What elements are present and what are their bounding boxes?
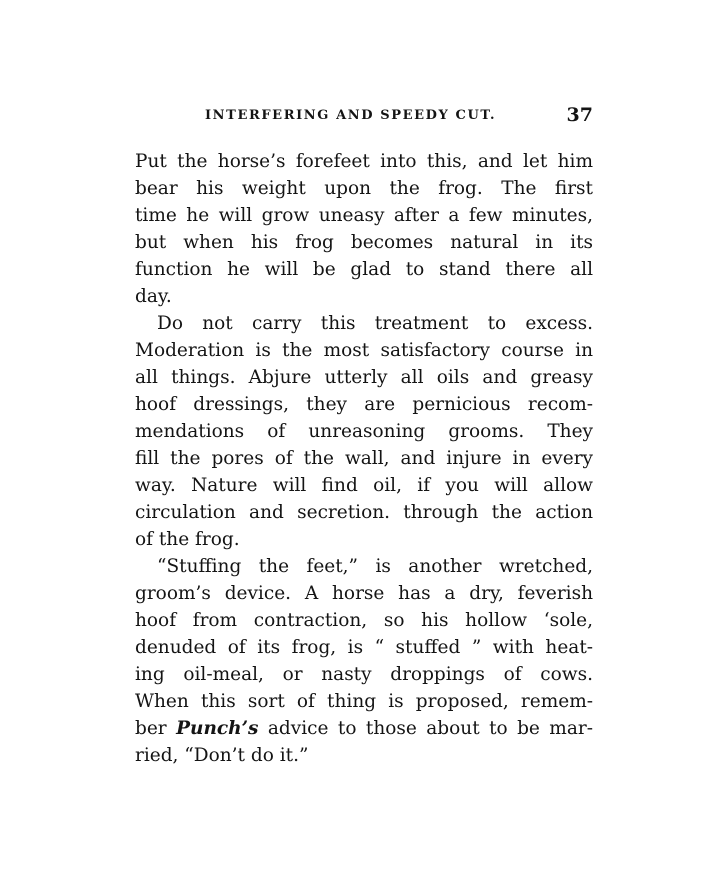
text-line: day. bbox=[135, 286, 172, 307]
text-line: all things. Abjure utterly all oils and greasy bbox=[135, 367, 593, 388]
text-line: When this sort of thing is proposed, remem- bbox=[135, 691, 593, 712]
text-line: way. Nature will find oil, if you will allow bbox=[135, 475, 593, 496]
text-segment: advice to those about to be mar- bbox=[267, 718, 593, 739]
text-line: hoof from contraction, so his hollow ‘sole, bbox=[135, 610, 593, 631]
text-line: denuded of its frog, is “ stuffed ” with heat- bbox=[135, 637, 593, 658]
text-line: but when his frog becomes natural in its bbox=[135, 232, 593, 253]
text-line: ing oil-meal, or nasty droppings of cows. bbox=[135, 664, 593, 685]
text-line: “Stuffing the feet,” is another wretched, bbox=[157, 556, 593, 577]
text-line: bear his weight upon the frog. The first bbox=[135, 178, 593, 199]
text-line: of the frog. bbox=[135, 529, 240, 550]
text-line: ried, “Don’t do it.” bbox=[135, 745, 309, 766]
text-line: Moderation is the most satisfactory course in bbox=[135, 340, 593, 361]
text-line: Put the horse’s forefeet into this, and let him bbox=[135, 151, 593, 172]
text-segment: ber bbox=[135, 718, 167, 739]
text-line: circulation and secretion. through the action bbox=[135, 502, 593, 523]
body-text bbox=[135, 148, 593, 769]
text-line: groom’s device. A horse has a dry, feverish bbox=[135, 583, 593, 604]
text-line: Do not carry this treatment to excess. bbox=[157, 313, 593, 334]
text-line: function he will be glad to stand there all bbox=[135, 259, 593, 280]
text-line: mendations of unreasoning grooms. They bbox=[135, 421, 593, 442]
page-number: 37 bbox=[566, 104, 593, 126]
text-line: hoof dressings, they are pernicious recom- bbox=[135, 394, 593, 415]
text-line-mixed bbox=[135, 715, 593, 742]
text-line: time he will grow uneasy after a few minutes, bbox=[135, 205, 593, 226]
italic-title-punch: Punch’s bbox=[176, 718, 259, 739]
running-title: INTERFERING AND SPEEDY CUT. bbox=[205, 108, 497, 123]
text-line: fill the pores of the wall, and injure in every bbox=[135, 448, 593, 469]
running-head bbox=[135, 104, 593, 130]
